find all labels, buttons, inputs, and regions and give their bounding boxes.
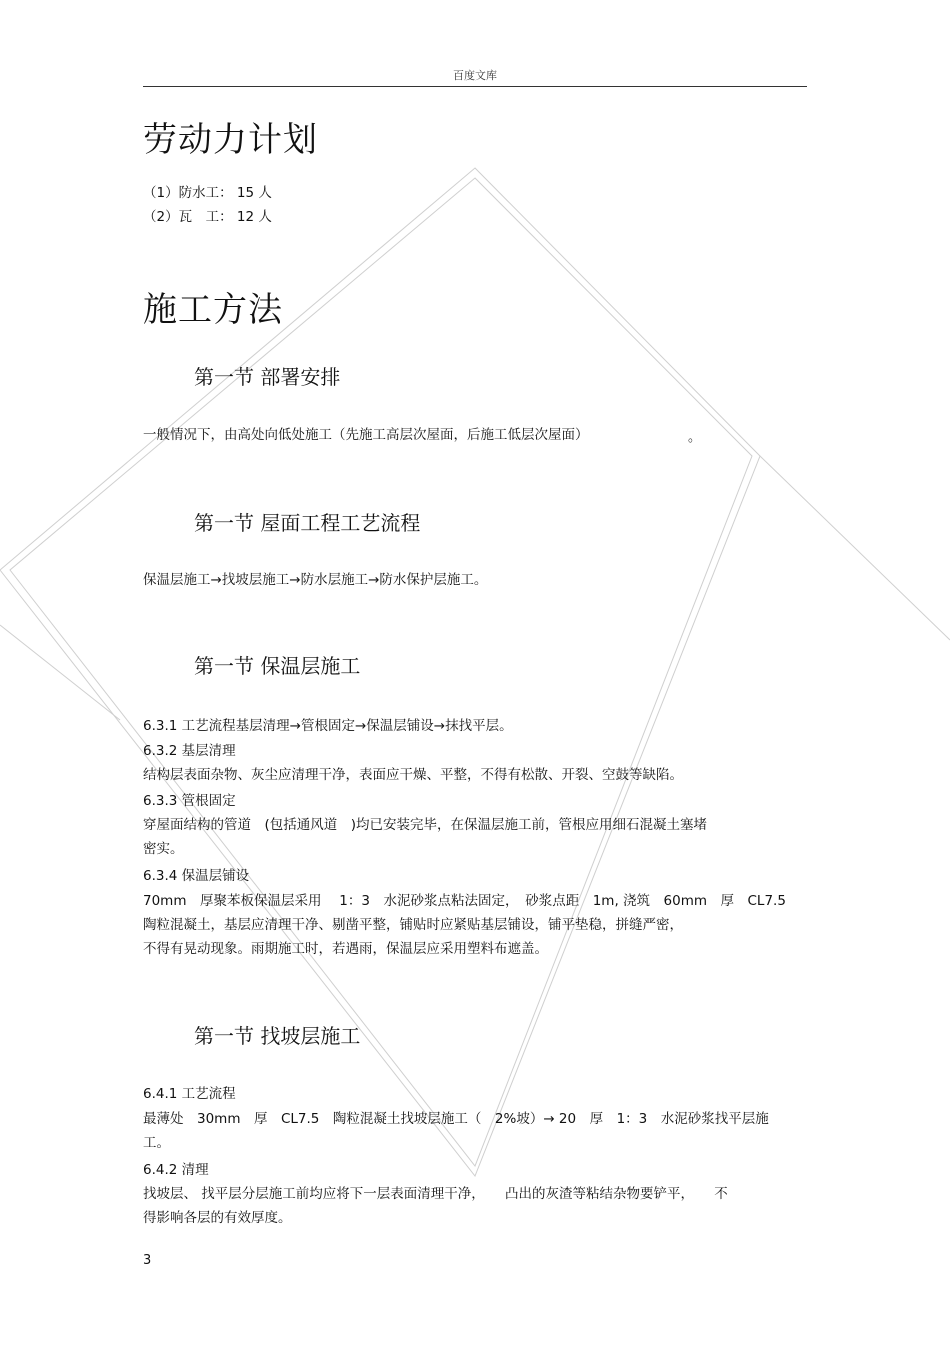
deployment-text: 一般情况下，由高处向低处施工（先施工高层次屋面，后施工低层次屋面） — [143, 427, 589, 443]
subheading-roof-process: 第一节 屋面工程工艺流程 — [194, 511, 421, 535]
insulation-line: 不得有晃动现象。雨期施工时，若遇雨，保温层应采用塑料布遮盖。 — [143, 941, 548, 957]
roof-process-text: 保温层施工→找坡层施工→防水层施工→防水保护层施工。 — [143, 572, 488, 588]
insulation-line: 6.3.1 工艺流程基层清理→管根固定→保温层铺设→抹找平层。 — [143, 718, 513, 734]
subheading-slope-layer: 第一节 找坡层施工 — [194, 1024, 361, 1048]
subheading-insulation: 第一节 保温层施工 — [194, 654, 361, 678]
subheading-deployment: 第一节 部署安排 — [194, 365, 341, 389]
insulation-line: 陶粒混凝土，基层应清理干净、剔凿平整，铺贴时应紧贴基层铺设，铺平垫稳，拼缝严密， — [143, 917, 683, 933]
insulation-line: 穿屋面结构的管道 (包括通风道 )均已安装完毕，在保温层施工前，管根应用细石混凝土塞堵 — [143, 817, 708, 833]
page-header: 百度文库 — [453, 69, 497, 82]
slope-line: 6.4.1 工艺流程 — [143, 1086, 236, 1102]
labor-item-tiler: （2）瓦 工： 12 人 — [143, 209, 272, 225]
insulation-line: 6.3.4 保温层铺设 — [143, 868, 250, 884]
insulation-line: 结构层表面杂物、灰尘应清理干净，表面应干燥、平整，不得有松散、开裂、空鼓等缺陷。 — [143, 767, 683, 783]
heading-construction-method: 施工方法 — [143, 290, 283, 330]
insulation-line: 6.3.2 基层清理 — [143, 743, 236, 759]
header-divider — [143, 86, 807, 87]
insulation-line: 70mm 厚聚苯板保温层采用 1：3 水泥砂浆点粘法固定， 砂浆点距 1m, 浇筑 60mm 厚 CL7.5 — [143, 893, 786, 909]
slope-line: 工。 — [143, 1135, 170, 1151]
slope-line: 6.4.2 清理 — [143, 1162, 209, 1178]
slope-line: 得影响各层的有效厚度。 — [143, 1210, 292, 1226]
insulation-line: 密实。 — [143, 841, 184, 857]
deployment-text-end: 。 — [688, 430, 702, 445]
slope-line: 找坡层、 找平层分层施工前均应将下一层表面清理干净， 凸出的灰渣等粘结杂物要铲平， 不 — [143, 1186, 728, 1202]
page-number: 3 — [143, 1253, 152, 1268]
slope-line: 最薄处 30mm 厚 CL7.5 陶粒混凝土找坡层施工（ 2%坡）→ 20 厚 1：3 水泥砂浆找平层施 — [143, 1111, 769, 1127]
heading-labor-plan: 劳动力计划 — [143, 120, 318, 160]
insulation-line: 6.3.3 管根固定 — [143, 793, 236, 809]
labor-item-waterproofer: （1）防水工： 15 人 — [143, 185, 272, 201]
